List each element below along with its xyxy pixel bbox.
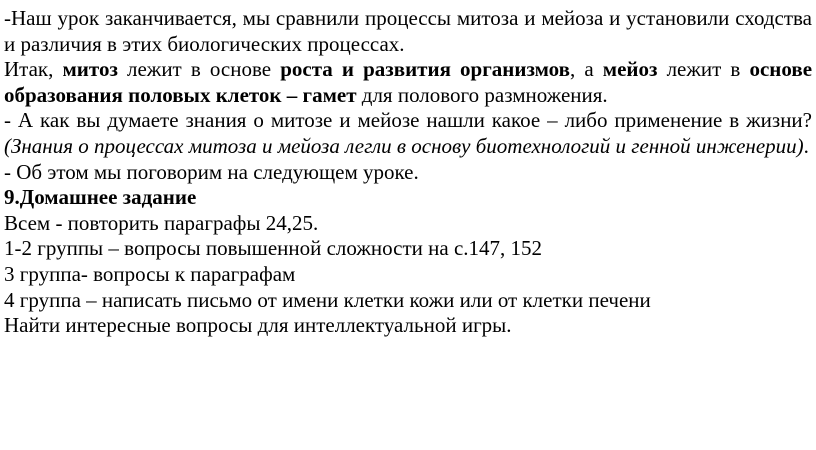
homework-title: 9.Домашнее задание (4, 185, 197, 210)
intro-paragraph: -Наш урок заканчивается, мы сравнили процессы митоза и мейоза и установили сходства и различия в этих биологических процессах. (4, 6, 812, 56)
gametes-phrase: основе образования половых клеток – гамет (4, 57, 813, 107)
question-paragraph (4, 108, 812, 159)
summary-paragraph (4, 57, 812, 108)
homework-item: 3 группа- вопросы к параграфам (4, 261, 296, 286)
summary-text-2: лежит в основе (117, 57, 281, 82)
homework-item: Найти интересные вопросы для интеллектуальной игры. (4, 313, 512, 338)
summary-text-5: для полового размножения. (356, 82, 608, 107)
summary-text-3: , а (569, 57, 603, 82)
question-answer: (Знания о процессах митоза и мейоза легли в основу биотехнологий и генной инженерии) (4, 133, 804, 158)
growth-phrase: роста и развития организмов (280, 57, 570, 82)
homework-item: 4 группа – написать письмо от имени клетки кожи или от клетки печени (4, 287, 651, 312)
next-lesson-line: - Об этом мы поговорим на следующем уроке. (4, 159, 419, 184)
meiosis-term: мейоз (602, 57, 658, 82)
mitosis-term: митоз (62, 57, 118, 82)
homework-item: Всем - повторить параграфы 24,25. (4, 210, 319, 235)
homework-item: 1-2 группы – вопросы повышенной сложности на с.147, 152 (4, 236, 543, 261)
question-end: . (803, 133, 809, 158)
summary-text-4: лежит в (657, 57, 750, 82)
question-text: - А как вы думаете знания о митозе и мейозе нашли какое – либо применение в жизни? (4, 108, 812, 133)
summary-text-1: Итак, (4, 57, 63, 82)
